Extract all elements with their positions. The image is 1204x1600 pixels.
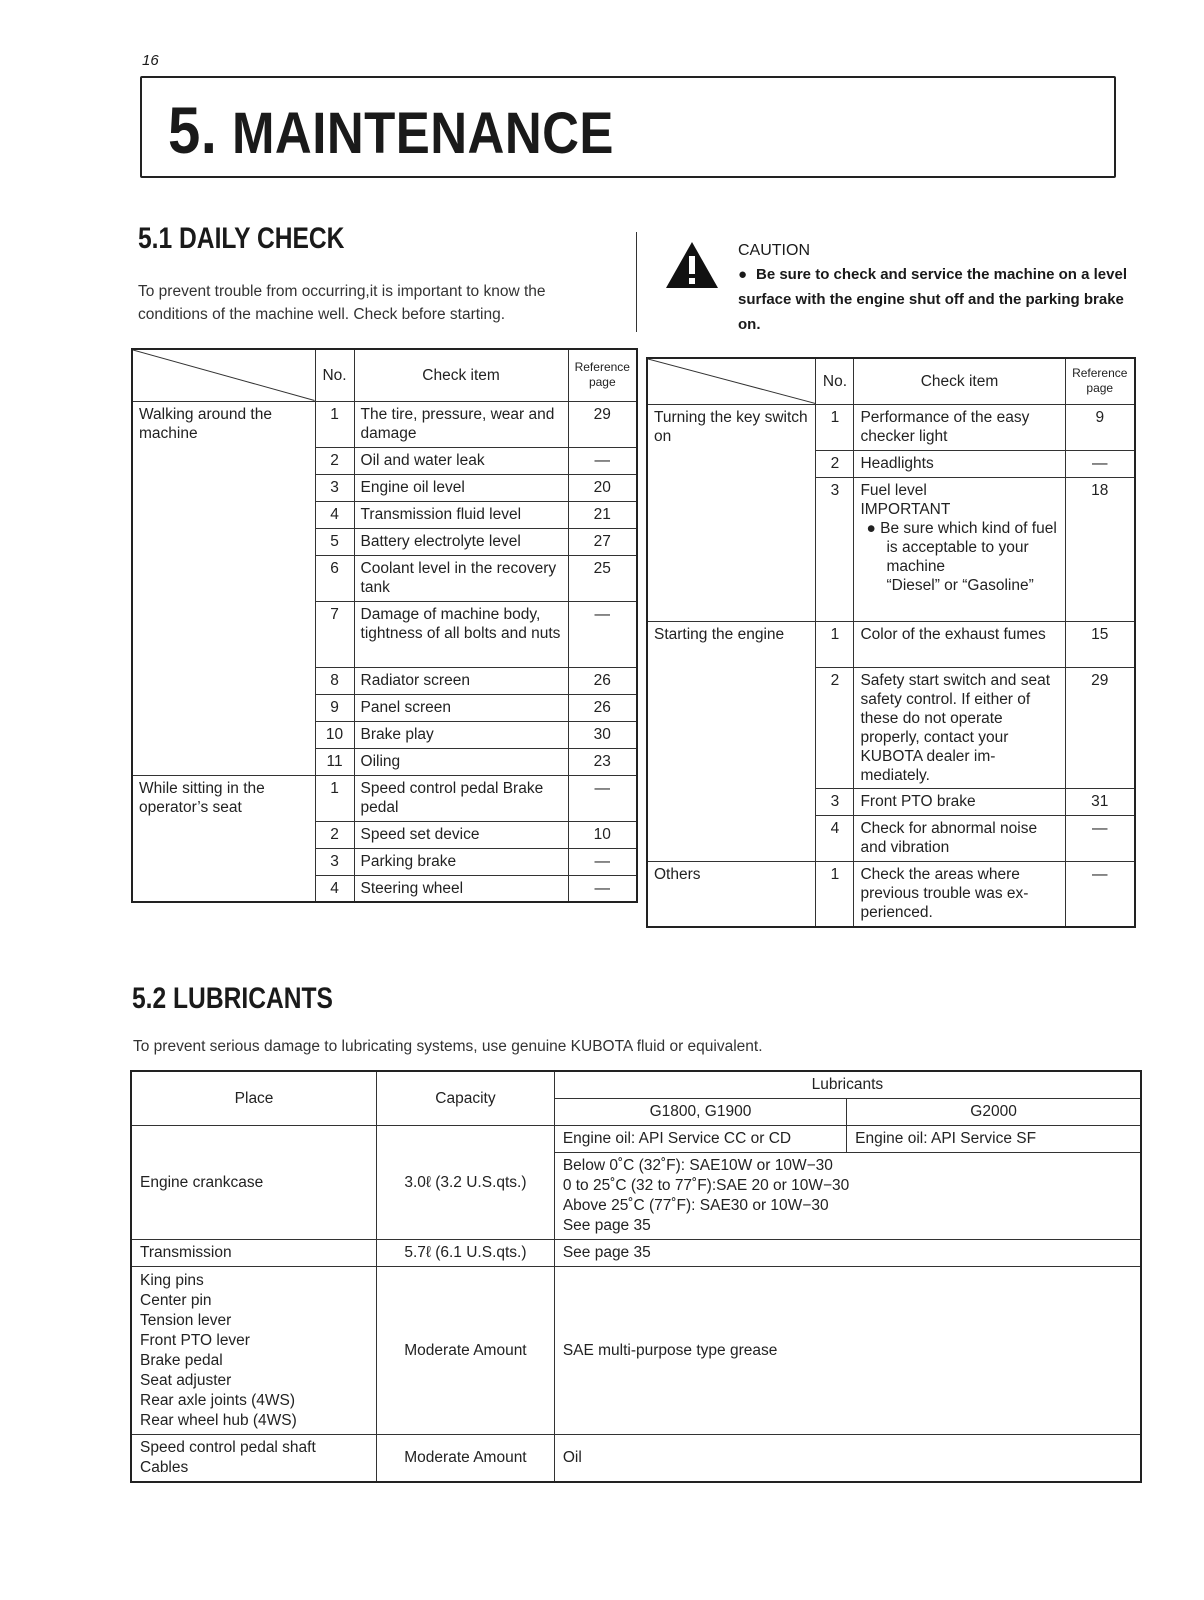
temp-line: Below 0˚C (32˚F): SAE10W or 10W−30: [562, 1157, 833, 1174]
ref-page: 26: [568, 667, 637, 694]
header-check-item: Check item: [354, 349, 568, 401]
capacity-oil: Moderate Amount: [377, 1435, 555, 1483]
place-line: Brake pedal: [140, 1351, 223, 1369]
ref-page: 20: [568, 474, 637, 501]
check-item-safety-switch: [854, 667, 1065, 788]
lubricant-transmission: See page 35: [554, 1240, 1141, 1267]
ref-page: —: [1065, 861, 1135, 927]
item-no: 3: [816, 477, 854, 621]
temp-line: See page 35: [562, 1217, 651, 1234]
caution-text-body: Be sure to check and service the machine on a level surface with the engine shut off and the parking brake on.: [738, 266, 1127, 333]
check-item: Speed set device: [354, 821, 568, 848]
check-item: Coolant level in the recovery tank: [354, 555, 568, 601]
temp-line: Above 25˚C (77˚F): SAE30 or 10W−30: [562, 1197, 829, 1214]
ref-page: 29: [1065, 667, 1135, 788]
capacity-engine: 3.0ℓ (3.2 U.S.qts.): [377, 1126, 555, 1240]
check-item-fuel-level: [854, 477, 1065, 621]
group-starting-engine: Starting the engine: [647, 621, 816, 861]
place-line: King pins: [140, 1271, 204, 1289]
daily-check-table-left: [131, 348, 638, 903]
lubricants-intro: To prevent serious damage to lubricating systems, use genuine KUBOTA fluid or equivalent.: [133, 1038, 763, 1055]
place-line: Rear axle joints (4WS): [140, 1391, 296, 1409]
header-model-g1800-g1900: G1800, G1900: [554, 1099, 846, 1126]
ref-page: —: [568, 875, 637, 902]
warning-triangle-icon: [664, 240, 720, 290]
item-no: 4: [315, 875, 354, 902]
ref-page: 9: [1065, 404, 1135, 450]
page-number: 16: [142, 52, 159, 69]
important-bullet: [860, 519, 1058, 576]
group-walking-around: Walking around the machine: [132, 401, 315, 775]
item-no: 2: [315, 821, 354, 848]
item-no: 1: [315, 401, 354, 447]
engine-oil-g2000: Engine oil: API Service SF: [847, 1126, 1141, 1153]
ref-page: 23: [568, 748, 637, 775]
item-no: 6: [315, 555, 354, 601]
place-engine-crankcase: Engine crankcase: [131, 1126, 377, 1240]
check-item: Headlights: [854, 450, 1065, 477]
check-item: Radiator screen: [354, 667, 568, 694]
item-no: 1: [816, 861, 854, 927]
ref-page: —: [1065, 815, 1135, 861]
table-corner-diagonal: [132, 349, 315, 401]
ref-page: 30: [568, 721, 637, 748]
check-item: Performance of the easy checker light: [854, 404, 1065, 450]
check-item: Oil and water leak: [354, 447, 568, 474]
item-no: 4: [816, 815, 854, 861]
ref-page: 21: [568, 501, 637, 528]
section-5-1-heading: 5.1 DAILY CHECK: [138, 222, 345, 255]
lubricant-grease: SAE multi-purpose type grease: [554, 1267, 1141, 1435]
section-5-2-heading: 5.2 LUBRICANTS: [132, 982, 333, 1015]
fuel-types: “Diesel” or “Gasoline”: [886, 576, 1034, 594]
capacity-transmission: 5.7ℓ (6.1 U.S.qts.): [377, 1240, 555, 1267]
place-line: Cables: [140, 1459, 189, 1476]
daily-check-table-right: [646, 357, 1136, 928]
check-item: Safety start switch and seat safety control.: [860, 671, 1051, 708]
item-no: 2: [816, 667, 854, 788]
ref-page: 18: [1065, 477, 1135, 621]
check-item: Oiling: [354, 748, 568, 775]
ref-page: 26: [568, 694, 637, 721]
header-no: No.: [816, 358, 854, 404]
item-no: 9: [315, 694, 354, 721]
place-line: Speed control pedal shaft: [140, 1439, 316, 1456]
check-item: Check for abnormal noise and vibration: [854, 815, 1065, 861]
lubricant-oil: Oil: [554, 1435, 1141, 1483]
chapter-title-text: MAINTENANCE: [231, 101, 614, 166]
ref-page: —: [568, 601, 637, 667]
ref-page: —: [1065, 450, 1135, 477]
ref-page: 10: [568, 821, 637, 848]
check-item: Engine oil level: [354, 474, 568, 501]
check-item: Color of the exhaust fumes: [854, 621, 1065, 667]
engine-oil-temperatures: [554, 1153, 1141, 1240]
check-item: Check the areas where previous trouble was ex-perienced.: [854, 861, 1065, 927]
caution-text: [738, 262, 1130, 337]
ref-page: 25: [568, 555, 637, 601]
item-no: 3: [315, 848, 354, 875]
temp-line: 0 to 25˚C (32 to 77˚F):SAE 20 or 10W−30: [562, 1177, 850, 1194]
item-no: 3: [816, 788, 854, 815]
lubricants-table: [130, 1070, 1142, 1483]
item-no: 1: [816, 621, 854, 667]
header-no: No.: [315, 349, 354, 401]
place-line: Seat adjuster: [140, 1371, 232, 1389]
caution-title: CAUTION: [738, 242, 810, 259]
item-no: 2: [816, 450, 854, 477]
place-grease-points: [131, 1267, 377, 1435]
ref-page: 15: [1065, 621, 1135, 667]
check-item: The tire, pressure, wear and damage: [354, 401, 568, 447]
header-reference-page: Reference page: [1065, 358, 1135, 404]
ref-page: —: [568, 848, 637, 875]
ref-page: 27: [568, 528, 637, 555]
item-no: 5: [315, 528, 354, 555]
header-capacity: Capacity: [377, 1071, 555, 1126]
bullet-icon: ●: [866, 519, 881, 537]
check-item: Steering wheel: [354, 875, 568, 902]
check-item: Brake play: [354, 721, 568, 748]
item-no: 1: [315, 775, 354, 821]
ref-page: —: [568, 447, 637, 474]
item-no: 1: [816, 404, 854, 450]
chapter-title: [168, 92, 614, 168]
header-check-item: Check item: [854, 358, 1065, 404]
ref-page: 31: [1065, 788, 1135, 815]
item-no: 11: [315, 748, 354, 775]
place-line: Rear wheel hub (4WS): [140, 1411, 297, 1429]
place-line: Front PTO lever: [140, 1331, 250, 1349]
check-item: Parking brake: [354, 848, 568, 875]
header-place: Place: [131, 1071, 377, 1126]
item-no: 3: [315, 474, 354, 501]
item-no: 7: [315, 601, 354, 667]
check-item: Battery electrolyte level: [354, 528, 568, 555]
table-corner-diagonal: [647, 358, 816, 404]
column-divider: [636, 232, 637, 332]
important-label: IMPORTANT: [860, 500, 951, 518]
chapter-number: 5.: [168, 93, 218, 167]
ref-page: —: [568, 775, 637, 821]
check-item: Transmission fluid level: [354, 501, 568, 528]
place-oil-points: [131, 1435, 377, 1483]
item-no: 4: [315, 501, 354, 528]
bullet-icon: ●: [738, 266, 748, 283]
place-transmission: Transmission: [131, 1240, 377, 1267]
check-item: Panel screen: [354, 694, 568, 721]
capacity-grease: Moderate Amount: [377, 1267, 555, 1435]
check-item: Front PTO brake: [854, 788, 1065, 815]
check-item: Speed control pedal Brake pedal: [354, 775, 568, 821]
place-line: Center pin: [140, 1291, 212, 1309]
group-sitting-in-seat: While sitting in the operator’s seat: [132, 775, 315, 902]
group-others: Others: [647, 861, 816, 927]
check-item: Damage of machine body, tightness of all bolts and nuts: [354, 601, 568, 667]
item-no: 8: [315, 667, 354, 694]
check-item: Fuel level: [860, 481, 927, 499]
place-line: Tension lever: [140, 1311, 232, 1329]
ref-page: 29: [568, 401, 637, 447]
important-text: Be sure which kind of fuel is acceptable to your machine: [880, 519, 1057, 575]
check-item-note: If either of these do not operate properly, contact your KUBOTA dealer im-mediately.: [860, 690, 1031, 784]
item-no: 10: [315, 721, 354, 748]
item-no: 2: [315, 447, 354, 474]
header-lubricants: Lubricants: [554, 1071, 1141, 1099]
engine-oil-g1800: Engine oil: API Service CC or CD: [554, 1126, 846, 1153]
header-reference-page: Reference page: [568, 349, 637, 401]
daily-check-intro: To prevent trouble from occurring,it is important to know the conditions of the machine well. Check before starting.: [138, 283, 546, 323]
group-turning-key: Turning the key switch on: [647, 404, 816, 621]
header-model-g2000: G2000: [847, 1099, 1141, 1126]
